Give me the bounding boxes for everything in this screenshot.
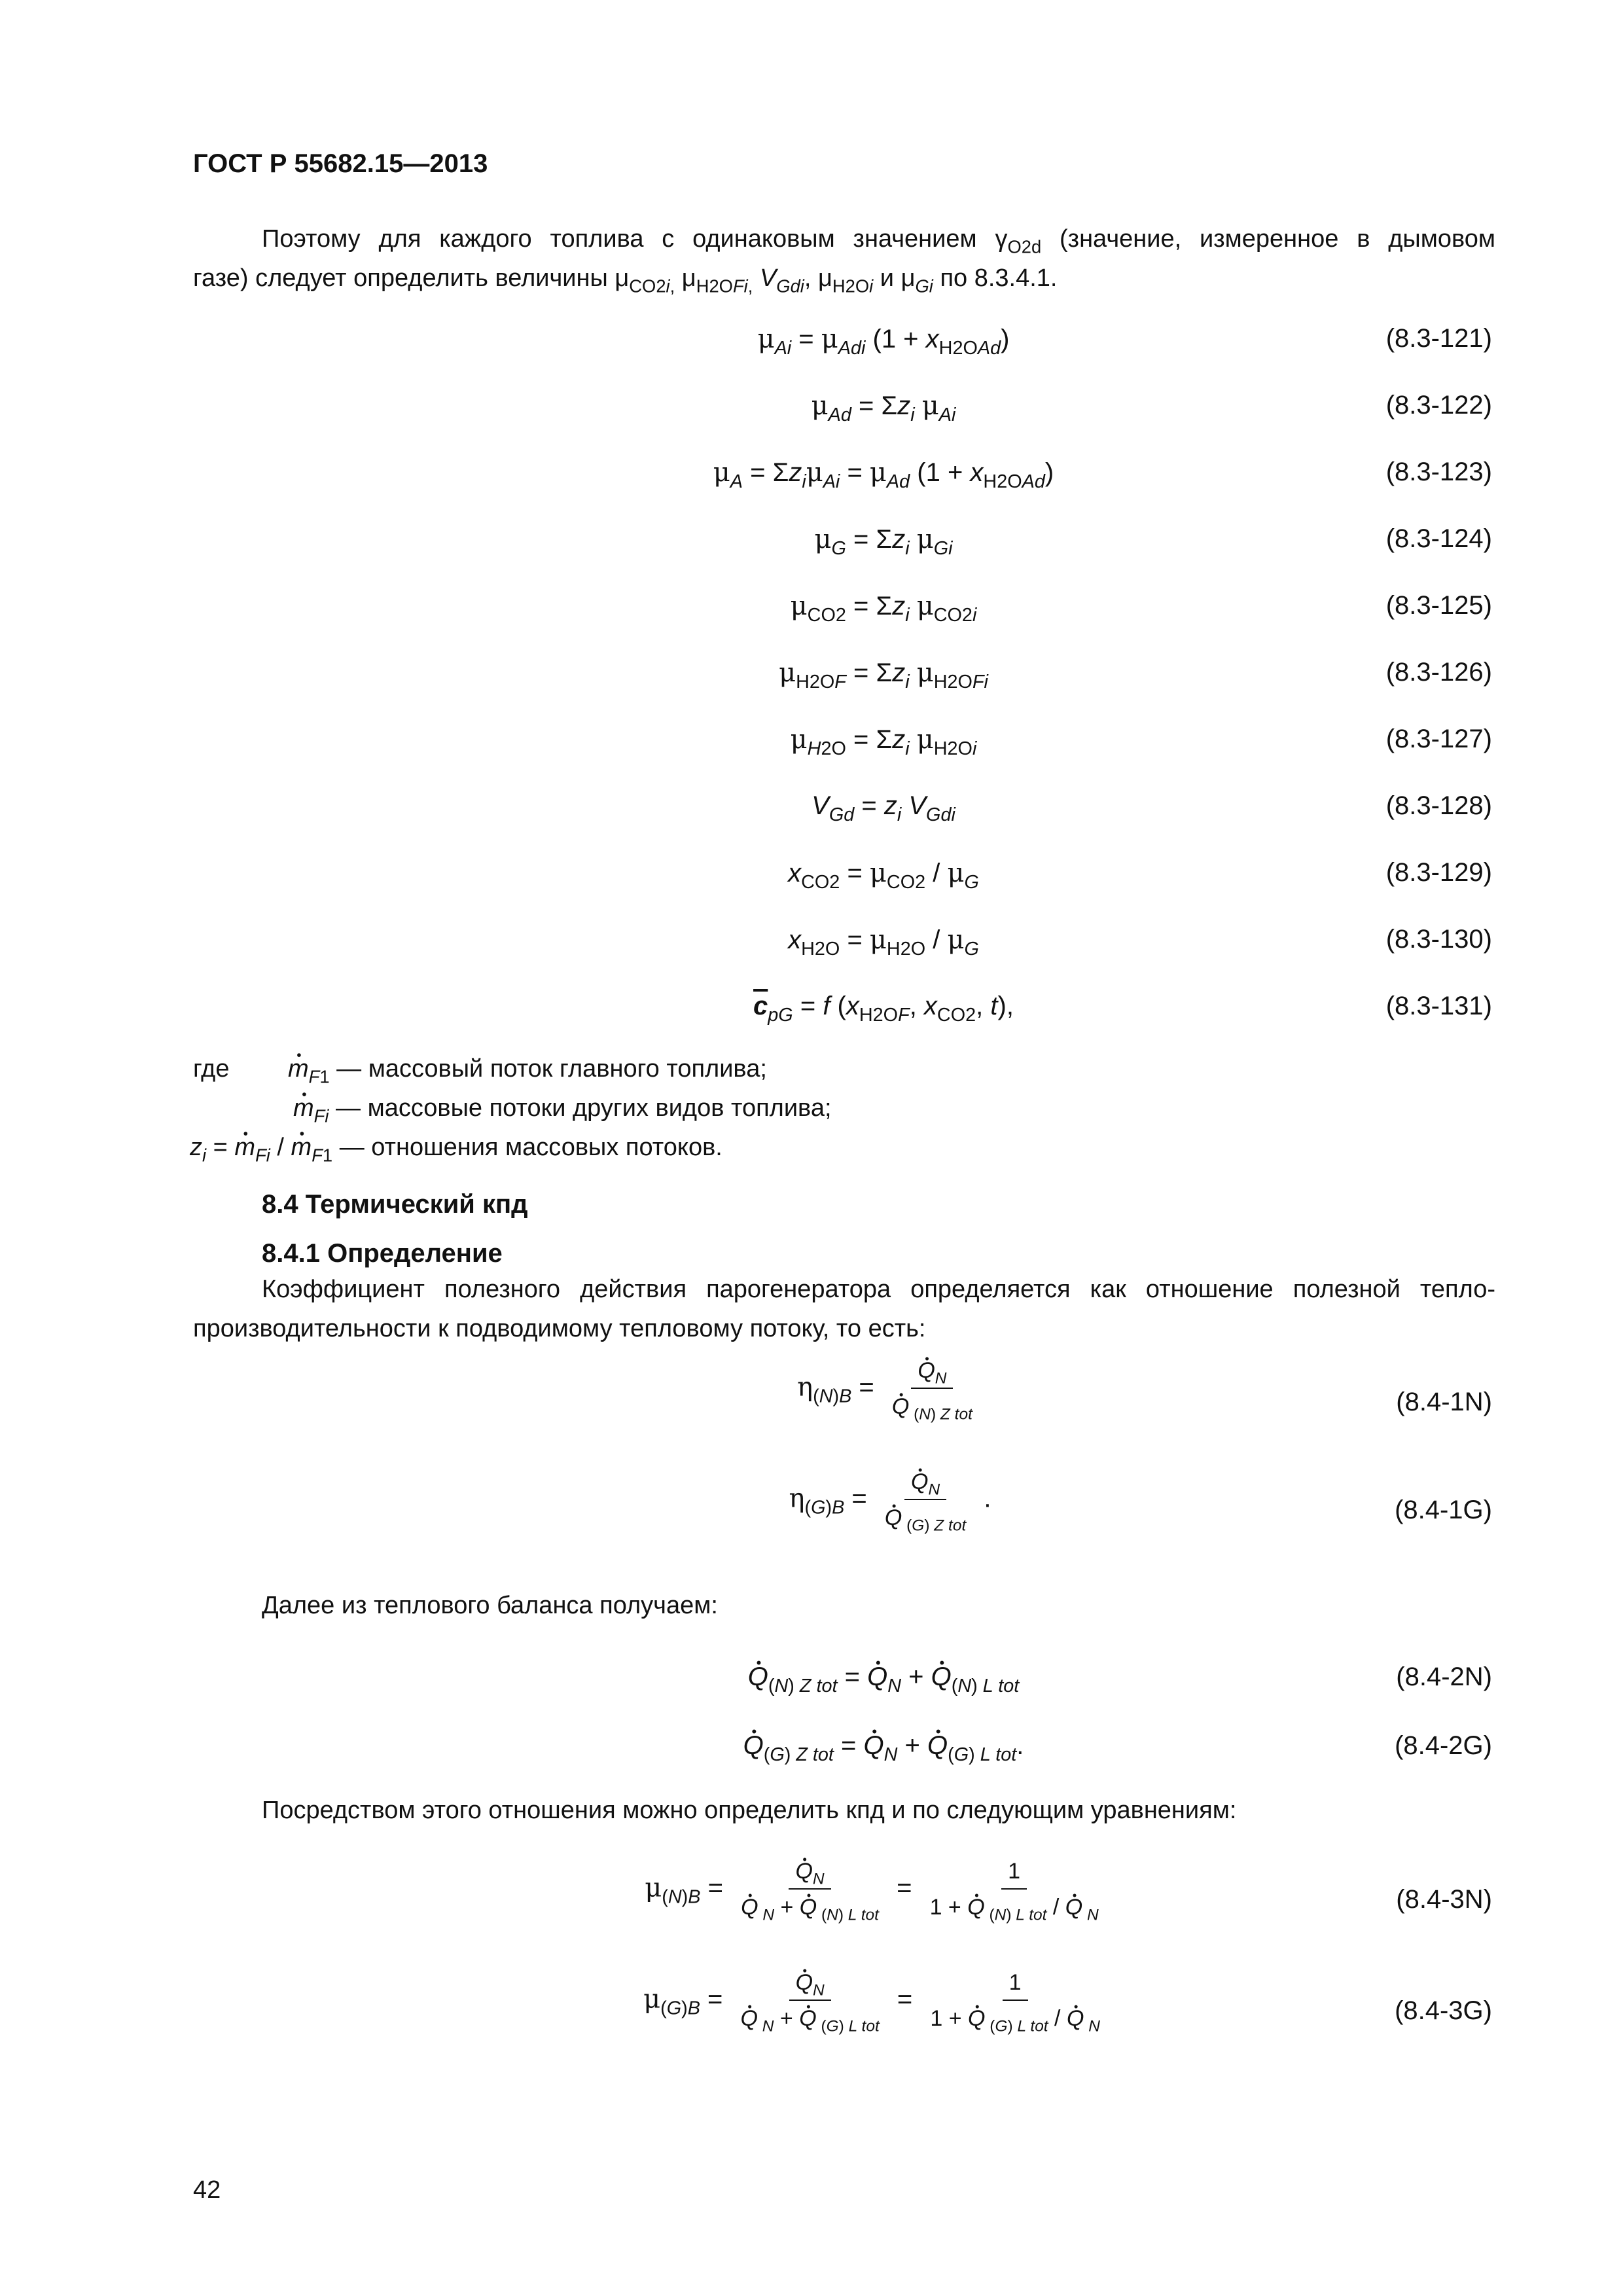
where-label: где [193, 1055, 230, 1083]
where-item-3: $z_i$ = • $m_{Fi}$ / • $m_{F1}$ — отношения массовых потоков. [190, 1134, 722, 1162]
equation-8-3-128: $V_{Gd} = z_i$ $V_{Gdi}$ [812, 791, 955, 826]
equation-8-3-125: $\mu_{CO2} = \Sigma z_i$ $\mu_{CO2i}$ [790, 591, 977, 626]
section-paragraph-3: Посредством этого отношения можно определить кпд и по следующим уравнениям: [262, 1797, 1237, 1824]
equation-number: (8.3-125) [1385, 591, 1492, 620]
equation-8-3-126: $\mu_{H2OF} = \Sigma z_i$ $\mu_{H2OFi}$ [779, 658, 988, 693]
equation-8-4-3G: $\mu_{(G)B}$ = • $Q_N$ • Q $_N$ + • Q $_{(G) L tot}$ = $\frac{1}{1 + • Q _{(G) L tot} / • Q _N}$ [589, 1970, 1165, 2032]
equation-8-3-130: $x_{H2O} = \mu_{H2O} / \mu_G$ [788, 925, 979, 960]
where-item-2: • $m_{Fi}$ — массовые потоки других видов топлива; [293, 1094, 832, 1122]
equation-number: (8.3-123) [1385, 457, 1492, 486]
document-header: ГОСТ Р 55682.15—2013 [193, 149, 488, 178]
equation-8-3-129: $x_{CO2} = \mu_{CO2} / \mu_G$ [788, 858, 979, 893]
equation-8-4-2N: • $Q_{(N) Z tot}$ = • $Q_N$ + • $Q_{(N) L tot}$ [674, 1662, 1093, 1692]
intro-line-2: газе) следует определить величины $\mu_{CO2i,}$ $\mu_{H2OFi,}$ $V_{Gdi}$, $\mu_{H2Oi}$ и $\mu_{Gi}$ по 8.3.4.1. [193, 264, 1058, 296]
intro-paragraph [193, 219, 1495, 298]
equation-number: (8.4-1N) [1396, 1388, 1492, 1416]
equation-number: (8.3-126) [1385, 658, 1492, 687]
equation-8-3-121: $\mu_{Ai} = \mu_{Adi}$ $(1 + x_{H2OAd})$ [757, 324, 1010, 359]
equation-number: (8.3-121) [1385, 324, 1492, 353]
equation-number: (8.3-130) [1385, 925, 1492, 954]
equation-8-3-124: $\mu_G = \Sigma z_i$ $\mu_{Gi}$ [814, 524, 953, 560]
equation-number: (8.3-129) [1385, 858, 1492, 887]
equation-8-3-131: $\overline{c}_{pG} = f$ ($x_{H2OF}$, $x_{CO2}$, t), [753, 992, 1014, 1026]
equation-number: (8.3-128) [1385, 791, 1492, 820]
equation-number: (8.4-1G) [1395, 1496, 1492, 1524]
equation-number: (8.4-3G) [1395, 1996, 1492, 2025]
equation-8-3-123: $\mu_A = \Sigma z_i\mu_{Ai} = \mu_{Ad}$ $(1 + x_{H2OAd})$ [713, 457, 1054, 493]
equation-number: (8.4-2N) [1396, 1662, 1492, 1691]
equation-8-3-127: $\mu_{H2O} = \Sigma z_i$ $\mu_{H2Oi}$ [790, 725, 977, 760]
equation-8-4-1N: $\eta_{(N)B}$ = • $Q_N$ • Q $_{(N) Z tot}$ [707, 1358, 1073, 1420]
intro-line-1: Поэтому для каждого топлива с одинаковым значением $\gamma_{O2d}$ (значение, измеренное в дымовом [262, 225, 1495, 257]
equation-8-4-1G: $\eta_{(G)B}$ = • $Q_N$ • Q $_{(G) Z tot}$ . [707, 1469, 1073, 1531]
section-paragraph-1: Коэффициент полезного действия парогенератора определяется как отношение полезной тепло- производительности к подводимому тепловому потоку, то есть: [193, 1276, 1495, 1342]
equation-number: (8.3-122) [1385, 391, 1492, 420]
section-title: 8.4 Термический кпд [262, 1190, 528, 1219]
equation-number: (8.3-127) [1385, 725, 1492, 753]
where-item-1: • $m_{F1}$ — массовый поток главного топлива; [288, 1055, 767, 1083]
section-paragraph-2: Далее из теплового баланса получаем: [262, 1592, 718, 1619]
equation-8-4-2G: • $Q_{(G) Z tot}$ = • $Q_N$ + • $Q_{(G) L tot}$. [674, 1731, 1093, 1761]
equation-8-4-3N: $\mu_{(N)B}$ = • $Q_N$ • Q $_N$ + • Q $_{(N) L tot}$ = $\frac{1}{1 + • Q _{(N) L tot} / • Q _N}$ [589, 1859, 1165, 1920]
equation-number: (8.4-2G) [1395, 1731, 1492, 1760]
equation-8-3-122: $\mu_{Ad} = \Sigma z_i$ $\mu_{Ai}$ [811, 391, 956, 426]
subsection-title: 8.4.1 Определение [262, 1239, 503, 1268]
equation-number: (8.3-131) [1385, 992, 1492, 1020]
equation-number: (8.3-124) [1385, 524, 1492, 553]
equation-number: (8.4-3N) [1396, 1885, 1492, 1914]
page-number: 42 [193, 2176, 221, 2204]
